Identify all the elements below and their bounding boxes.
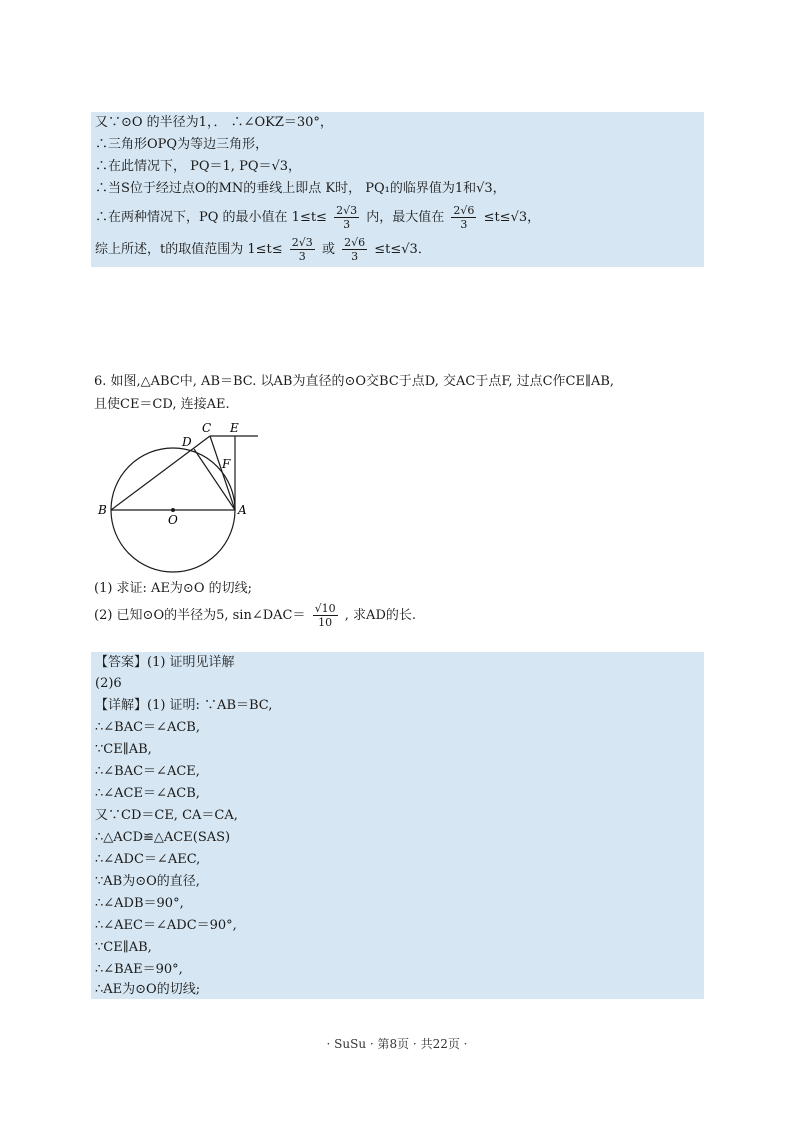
fraction-numerator: 2√6 bbox=[344, 236, 366, 249]
solution-line-6-head: 综上所述，t的取值范围为 1≤t≤ bbox=[95, 242, 283, 257]
label-e: E bbox=[230, 421, 239, 435]
question-2-tail: , 求AD的长. bbox=[344, 608, 417, 623]
solution-box-previous bbox=[91, 112, 704, 267]
question-2 bbox=[94, 602, 416, 629]
label-a: A bbox=[238, 503, 247, 517]
answer-line-10: ∴∠ADC＝∠AEC, bbox=[95, 852, 201, 867]
label-c: C bbox=[202, 421, 212, 435]
segment-ca bbox=[210, 436, 235, 510]
fraction-2root6-over-3 bbox=[342, 236, 367, 263]
solution-line-5-head: ∴在两种情况下，PQ 的最小值在 1≤t≤ bbox=[95, 210, 327, 225]
answer-line-8: 又∵CD＝CE, CA＝CA, bbox=[95, 808, 238, 823]
answer-line-4: ∴∠BAC＝∠ACB, bbox=[95, 720, 200, 735]
fraction-root10-over-10 bbox=[313, 602, 338, 629]
fraction-denominator: 3 bbox=[351, 250, 359, 263]
fraction-numerator: 2√6 bbox=[453, 204, 475, 217]
answer-line-11: ∵AB为⊙O的直径, bbox=[95, 874, 200, 889]
solution-line-6-mid: 或 bbox=[321, 242, 335, 257]
fraction-numerator: 2√3 bbox=[336, 204, 358, 217]
solution-line-6 bbox=[95, 236, 431, 263]
segment-bc bbox=[111, 436, 210, 510]
problem-6-line-2: 且使CE＝CD, 连接AE. bbox=[94, 397, 230, 412]
question-1: (1) 求证: AE为⊙O 的切线; bbox=[94, 581, 252, 596]
fraction-2root3-over-3 bbox=[334, 204, 359, 231]
answer-line-16: ∴AE为⊙O的切线; bbox=[95, 982, 201, 997]
solution-line-3: ∴在此情况下， PQ＝1, PQ＝√3， bbox=[95, 159, 302, 174]
answer-line-5: ∵CE∥AB, bbox=[95, 742, 152, 757]
solution-line-5-mid: 内，最大值在 bbox=[366, 210, 445, 225]
answer-line-6: ∴∠BAC＝∠ACE, bbox=[95, 764, 200, 779]
fraction-2root3-over-3 bbox=[290, 236, 315, 263]
geometry-figure bbox=[90, 416, 270, 576]
fraction-numerator: 2√3 bbox=[291, 236, 313, 249]
answer-line-2: (2)6 bbox=[95, 676, 122, 691]
solution-line-5-tail: ≤t≤√3， bbox=[483, 210, 541, 225]
label-b: B bbox=[98, 503, 107, 517]
center-point-o bbox=[171, 508, 175, 512]
problem-6-line-1: 6. 如图,△ABC中, AB＝BC. 以AB为直径的⊙O交BC于点D, 交AC于点F, 过点C作CE∥AB, bbox=[94, 374, 615, 389]
answer-line-15: ∴∠BAE＝90°, bbox=[95, 962, 183, 977]
answer-line-13: ∴∠AEC＝∠ADC＝90°, bbox=[95, 918, 237, 933]
answer-line-1: 【答案】(1) 证明见详解 bbox=[95, 655, 235, 670]
solution-line-6-tail: ≤t≤√3． bbox=[374, 242, 431, 257]
solution-line-4: ∴当S位于经过点O的MN的垂线上即点 K时， PQ₁的临界值为1和√3， bbox=[95, 181, 506, 196]
answer-line-3: 【详解】(1) 证明: ∵AB＝BC, bbox=[95, 698, 273, 713]
label-d: D bbox=[182, 435, 192, 449]
question-2-head: (2) 已知⊙O的半径为5, sin∠DAC＝ bbox=[94, 608, 306, 623]
answer-line-9: ∴△ACD≌△ACE(SAS) bbox=[95, 830, 231, 845]
answer-line-12: ∴∠ADB＝90°, bbox=[95, 896, 184, 911]
fraction-2root6-over-3 bbox=[451, 204, 476, 231]
fraction-numerator: √10 bbox=[314, 602, 336, 615]
answer-line-7: ∴∠ACE＝∠ACB, bbox=[95, 786, 200, 801]
label-f: F bbox=[222, 457, 231, 471]
page-footer: · SuSu · 第8页 · 共22页 · bbox=[326, 1037, 468, 1051]
label-o: O bbox=[168, 513, 178, 527]
fraction-denominator: 3 bbox=[343, 218, 351, 231]
solution-line-5 bbox=[95, 204, 540, 231]
answer-line-14: ∵CE∥AB, bbox=[95, 940, 152, 955]
fraction-denominator: 3 bbox=[298, 250, 306, 263]
fraction-denominator: 10 bbox=[318, 616, 333, 629]
fraction-denominator: 3 bbox=[460, 218, 468, 231]
answer-box bbox=[91, 652, 704, 999]
solution-line-1: 又∵⊙O 的半径为1，． ∴∠OKZ＝30°， bbox=[95, 115, 333, 130]
solution-line-2: ∴三角形OPQ为等边三角形， bbox=[95, 137, 269, 152]
